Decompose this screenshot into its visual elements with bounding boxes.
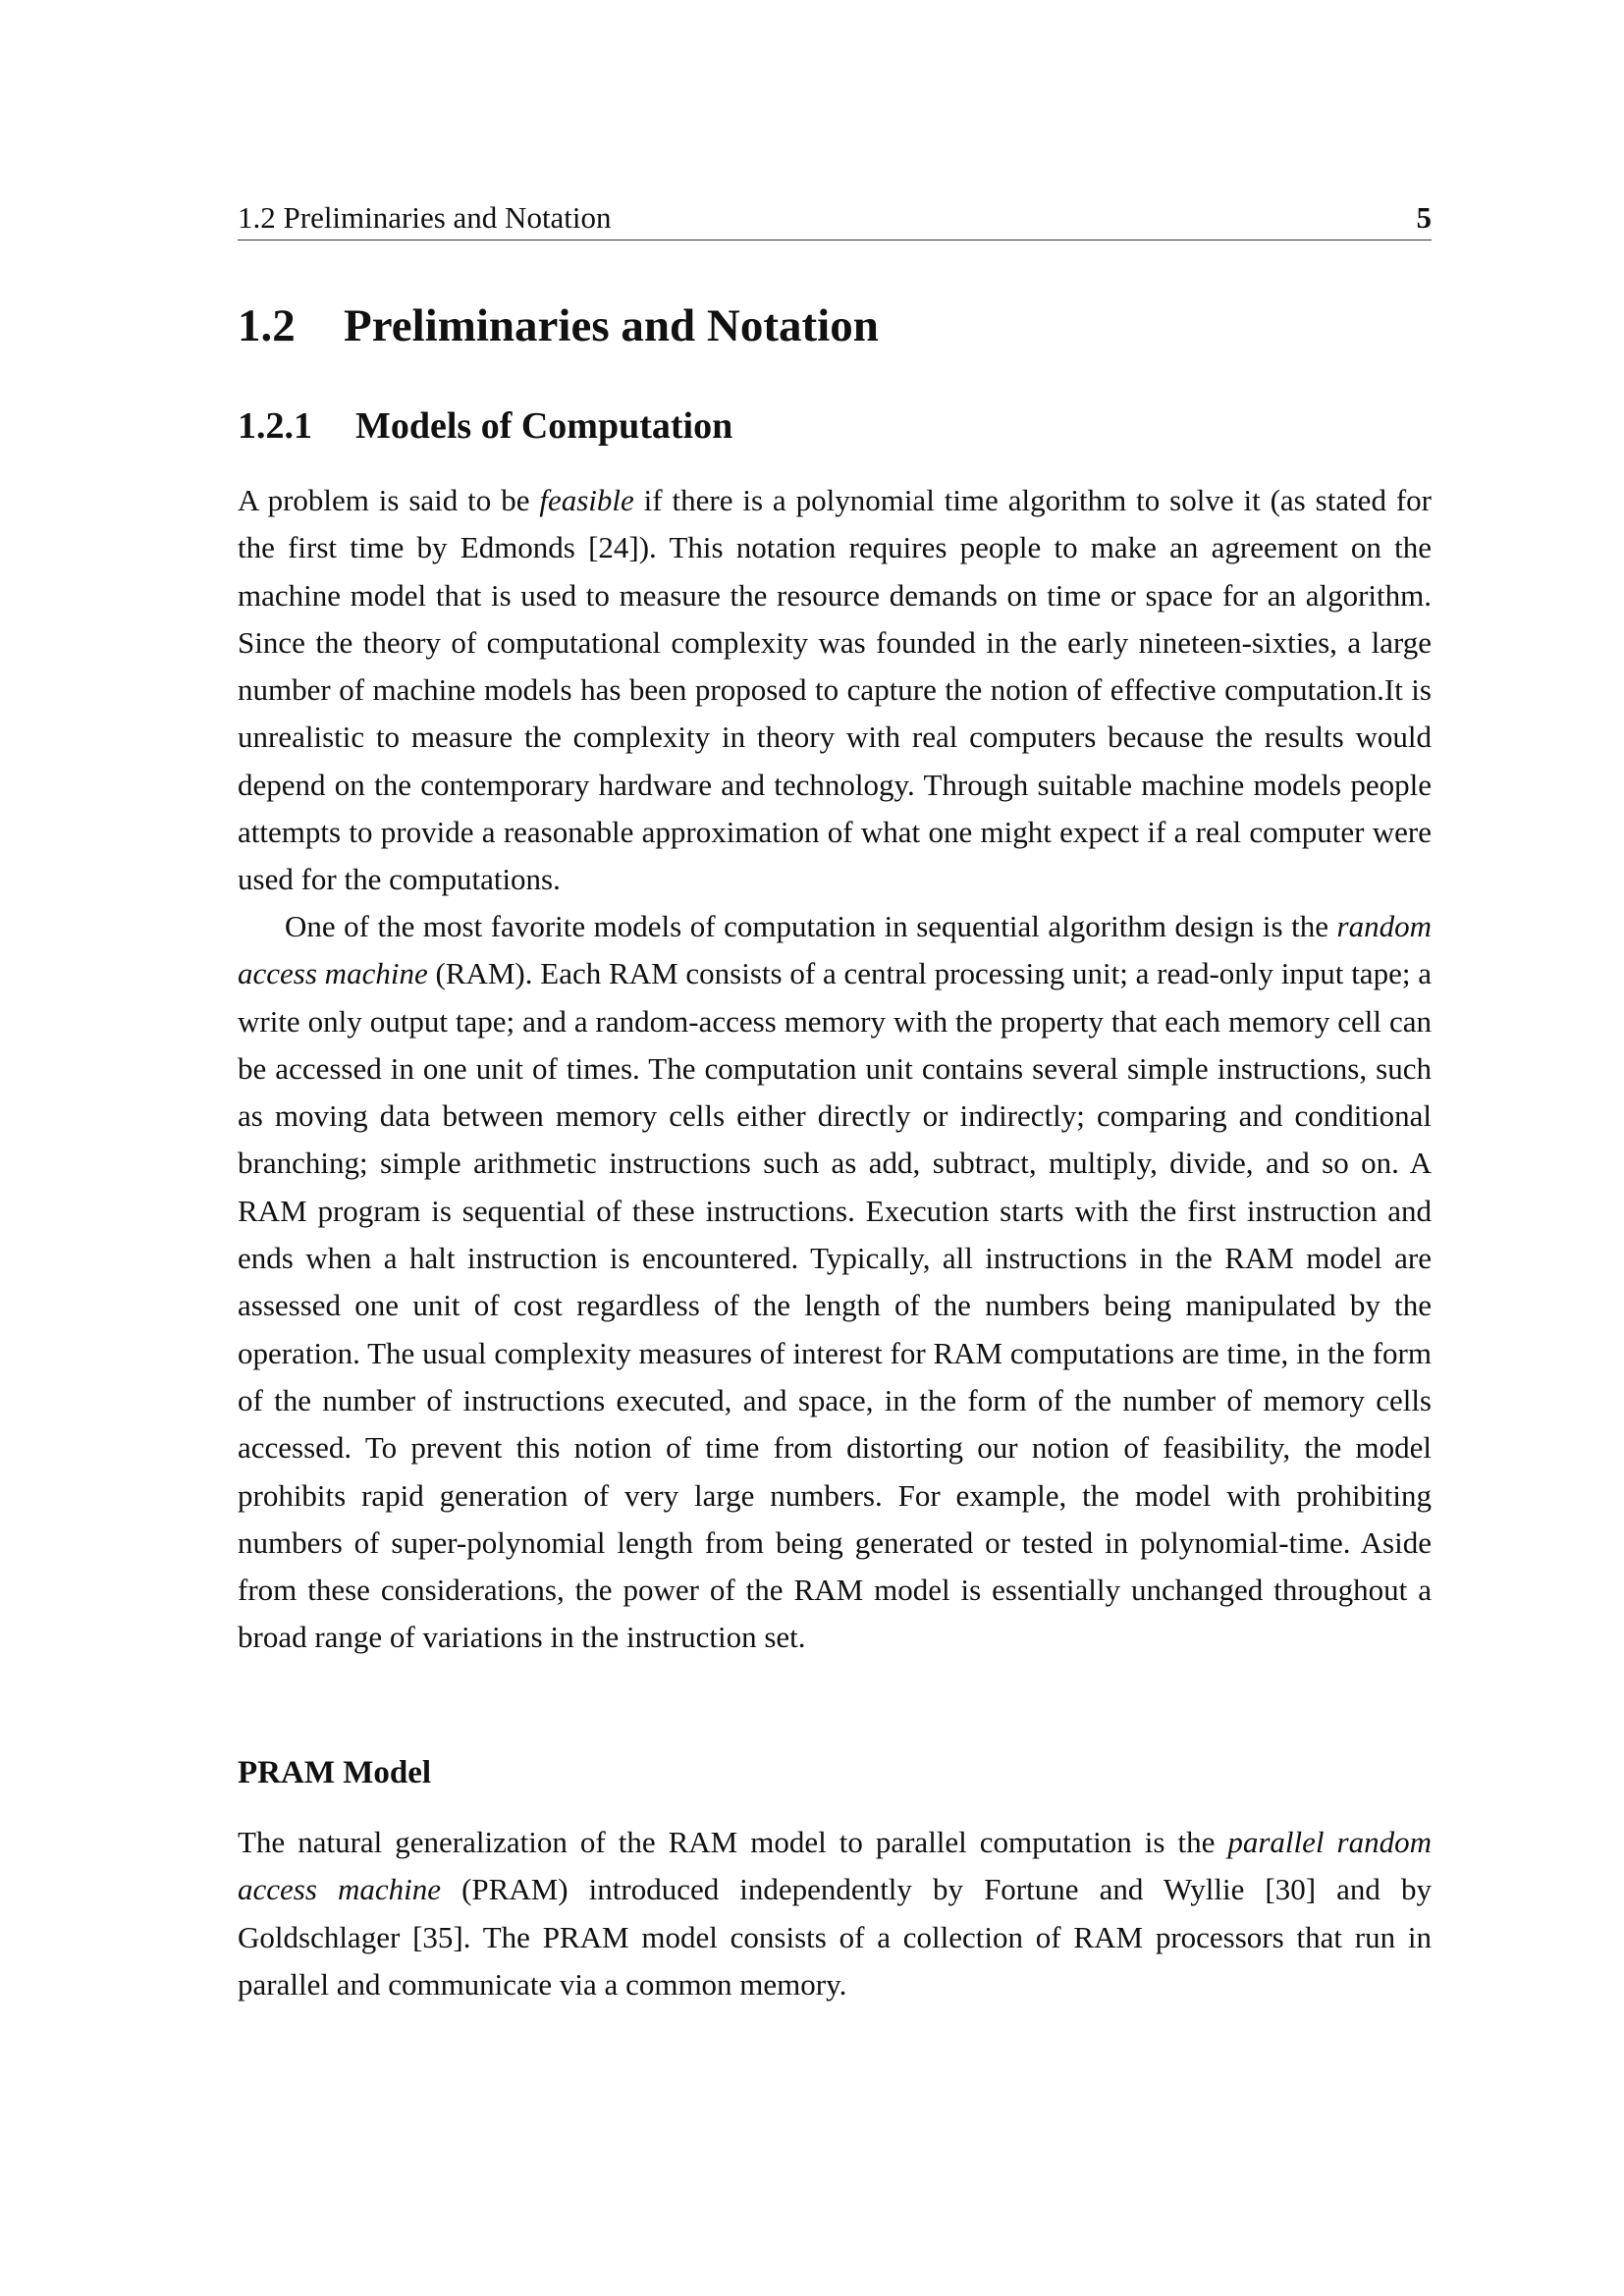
subsection-heading	[238, 402, 732, 450]
paragraph-text: The natural generalization of the RAM model to parallel computation is the	[238, 1825, 1228, 1859]
subsection-title: Models of Computation	[355, 405, 733, 447]
paragraph-feasibility	[238, 477, 1432, 904]
running-title: 1.2 Preliminaries and Notation	[238, 200, 612, 235]
paragraph-pram-model	[238, 1819, 1432, 2008]
paragraph-text: if there is a polynomial time algorithm to solve it (as stated for the first time by Edmonds [24]). This notation requires people to make an agreement on the machine model that is used to measure the resource demands on time or space for an algorithm. Since the theory of computational complexity was founded in the early nineteen-sixties, a large number of machine models has been proposed to capture the notion of effective computation.It is unrealistic to measure the complexity in theory with real computers because the results would depend on the contemporary hardware and technology. Through suitable machine models people attempts to provide a reasonable approximation of what one might expect if a real computer were used for the computations.	[238, 483, 1432, 897]
section-number: 1.2	[238, 300, 296, 351]
italic-term-parallel-random-access-machine: parallel random access machine	[238, 1825, 1432, 1907]
italic-term-random-access-machine: random access machine	[238, 909, 1432, 991]
subsection-number: 1.2.1	[238, 405, 312, 447]
page-number: 5	[1416, 200, 1432, 235]
paragraph-text: (RAM). Each RAM consists of a central processing unit; a read-only input tape; a write only output tape; and a random-access memory with the property that each memory cell can be accessed in one unit of times. The computation unit contains several simple instructions, such as moving data between memory cells either directly or indirectly; comparing and conditional branching; simple arithmetic instructions such as add, subtract, multiply, divide, and so on. A RAM program is sequential of these instructions. Execution starts with the first instruction and ends when a halt instruction is encountered. Typically, all instructions in the RAM model are assessed one unit of cost regardless of the length of the numbers being manipulated by the operation. The usual complexity measures of interest for RAM computations are time, in the form of the number of instructions executed, and space, in the form of the number of memory cells accessed. To prevent this notion of time from distorting our notion of feasibility, the model prohibits rapid generation of very large numbers. For example, the model with prohibiting numbers of super-polynomial length from being generated or tested in polynomial-time. Aside from these considerations, the power of the RAM model is essentially unchanged throughout a broad range of variations in the instruction set.	[238, 956, 1432, 1655]
section-title: Preliminaries and Notation	[344, 300, 879, 351]
section-heading	[238, 296, 879, 355]
paragraph-text: A problem is said to be	[238, 483, 540, 517]
paragraph-ram-model	[238, 903, 1432, 1662]
paragraph-text: One of the most favorite models of computation in sequential algorithm design is the	[285, 909, 1337, 943]
italic-term-feasible: feasible	[539, 483, 634, 517]
paragraph-text: (PRAM) introduced independently by Fortune and Wyllie [30] and by Goldschlager [35]. The PRAM model consists of a collection of RAM processors that run in parallel and communicate via a common memory.	[238, 1872, 1432, 2002]
running-header	[238, 196, 1432, 240]
pram-model-heading: PRAM Model	[238, 1755, 432, 1790]
